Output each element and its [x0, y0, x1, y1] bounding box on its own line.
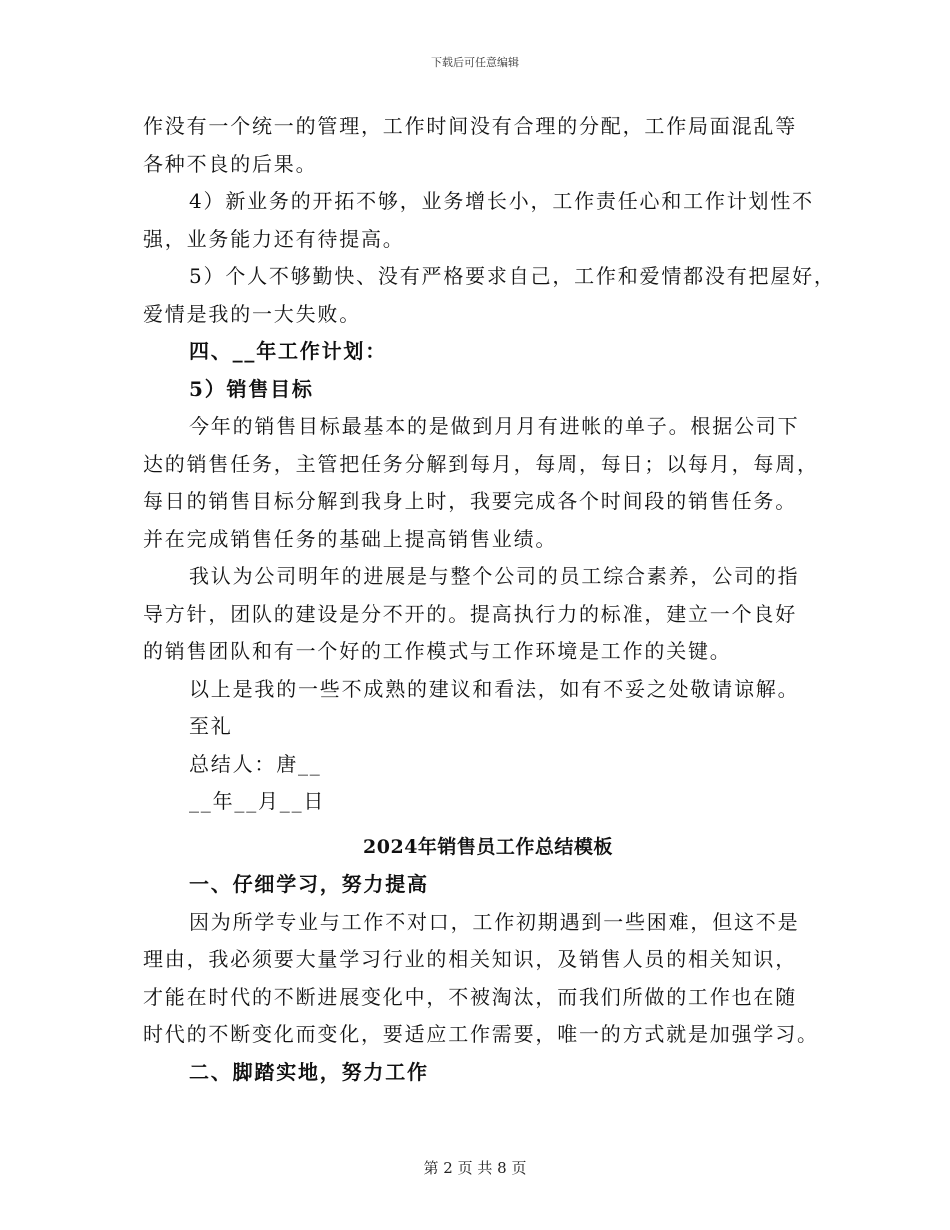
- paragraph-line: __年__月__日: [189, 789, 326, 813]
- document-title: 2024年销售员工作总结模板: [363, 835, 613, 858]
- paragraph-line: 强，业务能力还有待提高。: [143, 226, 405, 251]
- paragraph-line: 我认为公司明年的进展是与整个公司的员工综合素养，公司的指: [189, 564, 800, 588]
- document-body: [143, 108, 836, 1091]
- paragraph-line: 才能在时代的不断进展变化中，不被淘汰，而我们所做的工作也在随: [143, 984, 797, 1009]
- page-header-note: 下载后可任意编辑: [431, 56, 519, 69]
- section-heading: 四、__年工作计划：: [189, 339, 387, 363]
- section-heading: 一、仔细学习，努力提高: [189, 872, 429, 896]
- section-heading: 二、脚踏实地，努力工作: [189, 1059, 429, 1084]
- paragraph-line: 各种不良的后果。: [143, 151, 318, 176]
- paragraph-line: 时代的不断变化而变化，要适应工作需要，唯一的方式就是加强学习。: [143, 1022, 819, 1046]
- paragraph-line: 因为所学专业与工作不对口，工作初期遇到一些困难，但这不是: [189, 909, 800, 934]
- paragraph-line: 并在完成销售任务的基础上提高销售业绩。: [143, 526, 558, 551]
- paragraph-line: 至礼: [189, 714, 233, 738]
- section-heading: 5）销售目标: [189, 376, 314, 401]
- paragraph-line: 4）新业务的开拓不够，业务增长小，工作责任心和工作计划性不: [189, 189, 814, 213]
- paragraph-line: 导方针，团队的建设是分不开的。提高执行力的标准，建立一个良好: [143, 601, 797, 626]
- paragraph-line: 今年的销售目标最基本的是做到月月有进帐的单子。根据公司下: [189, 414, 800, 438]
- paragraph-line: 5）个人不够勤快、没有严格要求自己，工作和爱情都没有把屋好，: [189, 264, 836, 288]
- paragraph-line: 作没有一个统一的管理，工作时间没有合理的分配，工作局面混乱等: [143, 114, 797, 138]
- paragraph-line: 爱情是我的一大失败。: [143, 301, 361, 326]
- paragraph-line: 总结人：唐__: [189, 751, 322, 776]
- section-gap: [143, 821, 833, 829]
- paragraph-line: 以上是我的一些不成熟的建议和看法，如有不妥之处敬请谅解。: [189, 676, 800, 701]
- paragraph-line: 的销售团队和有一个好的工作模式与工作环境是工作的关键。: [143, 639, 732, 663]
- paragraph-line: 理由，我必须要大量学习行业的相关知识，及销售人员的相关知识，: [143, 947, 797, 971]
- page-footer-number: 第 2 页 共 8 页: [423, 1159, 527, 1177]
- paragraph-line: 达的销售任务，主管把任务分解到每月，每周，每日；以每月，每周，: [143, 451, 819, 476]
- paragraph-line: 每日的销售目标分解到我身上时，我要完成各个时间段的销售任务。: [143, 489, 797, 513]
